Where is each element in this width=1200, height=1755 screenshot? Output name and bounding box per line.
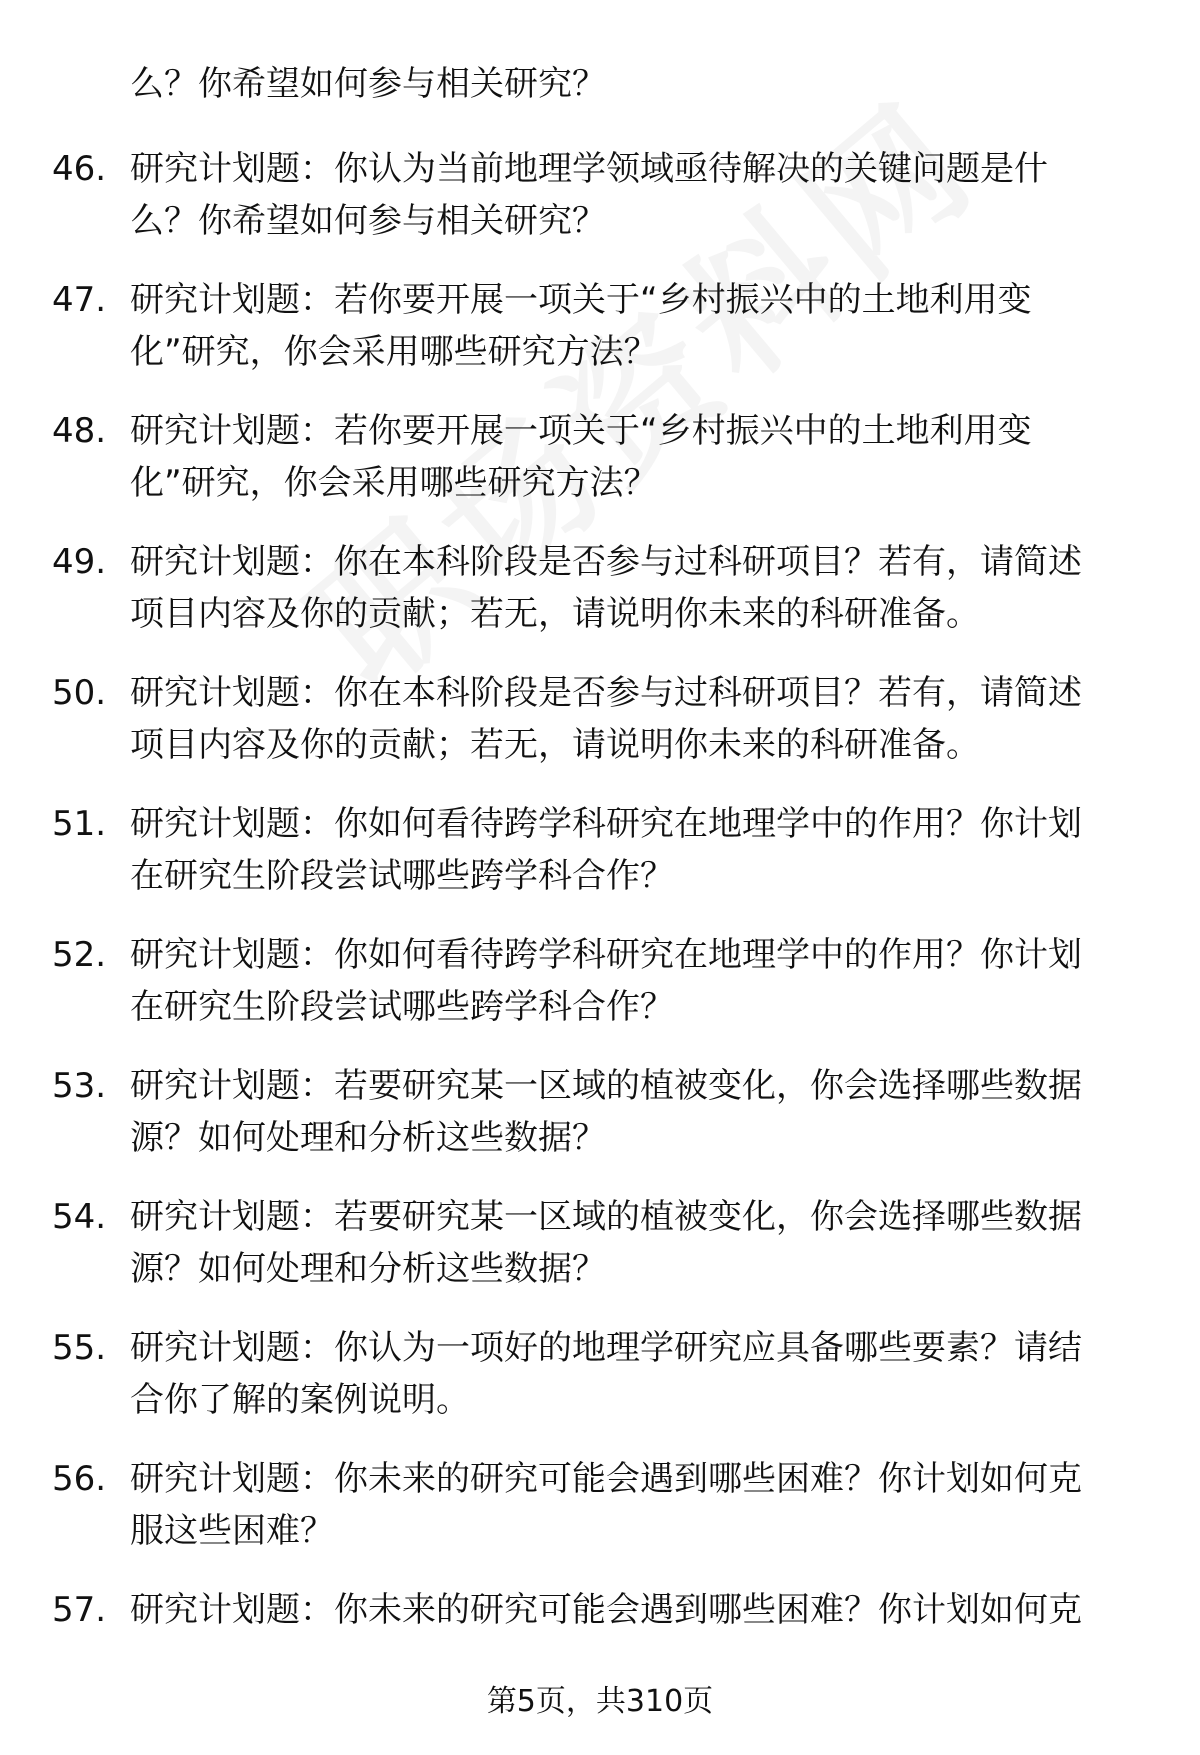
question-number: 50. [52, 673, 107, 713]
question-item [0, 1322, 1200, 1453]
question-line: 源？如何处理和分析这些数据？ [130, 1118, 606, 1158]
question-line: 合你了解的案例说明。 [130, 1380, 470, 1420]
question-line: 服这些困难？ [130, 1511, 334, 1551]
question-text [130, 274, 1140, 378]
question-line: 研究计划题：你如何看待跨学科研究在地理学中的作用？你计划 [130, 935, 1082, 975]
question-continuation [130, 58, 1140, 110]
question-line: 在研究生阶段尝试哪些跨学科合作？ [130, 987, 674, 1027]
question-line: 研究计划题：你未来的研究可能会遇到哪些困难？你计划如何克 [130, 1459, 1082, 1499]
question-line: 研究计划题：若要研究某一区域的植被变化，你会选择哪些数据 [130, 1197, 1082, 1237]
question-line: 研究计划题：你如何看待跨学科研究在地理学中的作用？你计划 [130, 804, 1082, 844]
question-number: 48. [52, 411, 107, 451]
question-text [130, 929, 1140, 1033]
question-number: 54. [52, 1197, 107, 1237]
question-number: 55. [52, 1328, 107, 1368]
question-number: 49. [52, 542, 107, 582]
question-text [130, 667, 1140, 771]
question-item [0, 1191, 1200, 1322]
question-line: 研究计划题：若要研究某一区域的植被变化，你会选择哪些数据 [130, 1066, 1082, 1106]
question-line: 源？如何处理和分析这些数据？ [130, 1249, 606, 1289]
question-text [130, 536, 1140, 640]
question-list [0, 143, 1200, 1715]
question-text [130, 143, 1140, 247]
question-text [130, 405, 1140, 509]
question-item [0, 798, 1200, 929]
question-line: 研究计划题：你在本科阶段是否参与过科研项目？若有，请简述 [130, 542, 1082, 582]
question-line: 化”研究，你会采用哪些研究方法？ [130, 332, 658, 372]
question-line: 在研究生阶段尝试哪些跨学科合作？ [130, 856, 674, 896]
question-line: 化”研究，你会采用哪些研究方法？ [130, 463, 658, 503]
question-line: 研究计划题：你未来的研究可能会遇到哪些困难？你计划如何克 [130, 1590, 1082, 1630]
question-text [130, 1191, 1140, 1295]
question-text [130, 1060, 1140, 1164]
question-item [0, 1453, 1200, 1584]
question-line: 研究计划题：你认为一项好的地理学研究应具备哪些要素？请结 [130, 1328, 1082, 1368]
question-line: 项目内容及你的贡献；若无，请说明你未来的科研准备。 [130, 594, 980, 634]
question-line: 研究计划题：若你要开展一项关于“乡村振兴中的土地利用变 [130, 411, 1032, 451]
question-text [130, 1453, 1140, 1557]
question-line: 研究计划题：你认为当前地理学领域亟待解决的关键问题是什 [130, 149, 1048, 189]
question-item [0, 1060, 1200, 1191]
question-number: 57. [52, 1590, 107, 1630]
question-line: 么？你希望如何参与相关研究？ [130, 64, 606, 104]
question-item [0, 143, 1200, 274]
question-text [130, 798, 1140, 902]
question-item [0, 536, 1200, 667]
question-number: 52. [52, 935, 107, 975]
question-text [130, 1322, 1140, 1426]
question-number: 51. [52, 804, 107, 844]
question-line: 项目内容及你的贡献；若无，请说明你未来的科研准备。 [130, 725, 980, 765]
question-number: 47. [52, 280, 107, 320]
question-item [0, 929, 1200, 1060]
question-item [0, 405, 1200, 536]
question-line: 研究计划题：若你要开展一项关于“乡村振兴中的土地利用变 [130, 280, 1032, 320]
question-item [0, 274, 1200, 405]
question-line: 研究计划题：你在本科阶段是否参与过科研项目？若有，请简述 [130, 673, 1082, 713]
page-footer: 第5页，共310页 [486, 1684, 714, 1719]
question-text [130, 1584, 1140, 1636]
question-number: 46. [52, 149, 107, 189]
question-line: 么？你希望如何参与相关研究？ [130, 201, 606, 241]
question-number: 53. [52, 1066, 107, 1106]
question-number: 56. [52, 1459, 107, 1499]
question-item [0, 667, 1200, 798]
